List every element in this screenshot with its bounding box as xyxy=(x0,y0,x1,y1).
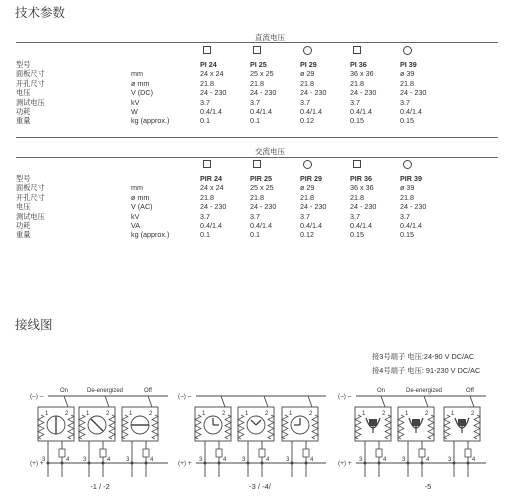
round-panel-icon xyxy=(303,160,312,169)
value-cell: 0.4/1.4 xyxy=(200,221,222,230)
state-label: Off xyxy=(466,388,474,394)
terminal-2-label: 2 xyxy=(309,411,313,417)
terminal-4-label: 4 xyxy=(150,457,154,463)
value-cell: 24 - 230 xyxy=(350,88,377,98)
terminal-1-label: 1 xyxy=(86,411,90,417)
pos-label-3: (+) + xyxy=(338,460,352,467)
model-name: PIR 29 xyxy=(300,174,322,183)
unit-cell: V (DC) xyxy=(131,88,153,98)
dc-top-rule xyxy=(16,42,498,43)
row-label: 功耗 xyxy=(16,107,31,116)
value-cell: ø 39 xyxy=(400,183,415,193)
value-cell: 0.4/1.4 xyxy=(300,221,322,230)
value-cell: 21.8 xyxy=(300,78,314,88)
terminal-3-label: 3 xyxy=(448,457,452,463)
unit-cell: mm xyxy=(131,183,143,193)
neg-label-2: (–) – xyxy=(178,393,192,400)
terminal-4-label: 4 xyxy=(472,457,476,463)
indicator-unit xyxy=(398,388,442,477)
row-label: 面板尺寸 xyxy=(16,183,45,193)
terminal-3-label: 3 xyxy=(286,457,290,463)
terminal-3-label: 3 xyxy=(42,457,46,463)
model-name: PIR 25 xyxy=(250,174,272,183)
value-cell: 3.7 xyxy=(300,211,310,221)
value-cell: 24 - 230 xyxy=(300,202,327,212)
terminal-4-label: 4 xyxy=(107,457,111,463)
terminal-1-label: 1 xyxy=(289,411,293,417)
model-name: PIR 39 xyxy=(400,174,422,183)
terminal-3-label: 3 xyxy=(83,457,87,463)
value-cell: 0.4/1.4 xyxy=(250,221,272,230)
terminal-1-label: 1 xyxy=(362,411,366,417)
group-label-1: -1 / -2 xyxy=(90,482,110,491)
unit-cell: V (AC) xyxy=(131,202,153,212)
value-cell: 21.8 xyxy=(250,192,264,202)
terminal-2-label: 2 xyxy=(106,411,110,417)
dc-bottom-rule xyxy=(16,137,498,138)
value-cell: 3.7 xyxy=(400,97,410,107)
ac-caption: 交流电压 xyxy=(255,147,285,156)
indicator-unit xyxy=(79,388,123,477)
value-cell: 36 x 36 xyxy=(350,69,374,79)
row-label: 开孔尺寸 xyxy=(16,78,45,88)
value-cell: 3.7 xyxy=(250,211,260,221)
value-cell: 24 - 230 xyxy=(400,88,427,98)
value-cell: 36 x 36 xyxy=(350,183,374,193)
note-terminal-4: 接4号端子 电压: 91-230 V DC/AC xyxy=(372,366,481,375)
terminal-1-label: 1 xyxy=(405,411,409,417)
pos-label-1: (+) + xyxy=(30,460,44,467)
heading-wiring: 接线图 xyxy=(15,318,53,332)
model-name: PIR 24 xyxy=(200,174,222,183)
value-cell: 0.4/1.4 xyxy=(200,107,222,116)
value-cell: 21.8 xyxy=(400,192,414,202)
terminal-3-label: 3 xyxy=(242,457,246,463)
value-cell: 0.4/1.4 xyxy=(250,107,272,116)
unit-cell: kg (approx.) xyxy=(131,116,170,126)
terminal-1-label: 1 xyxy=(202,411,206,417)
terminal-4-label: 4 xyxy=(266,457,270,463)
value-cell: 0.15 xyxy=(350,116,364,126)
terminal-3-label: 3 xyxy=(126,457,130,463)
value-cell: 0.1 xyxy=(250,230,260,240)
unit-cell: ø mm xyxy=(131,78,150,88)
row-label: 测试电压 xyxy=(16,211,45,221)
round-panel-icon xyxy=(403,160,412,169)
ac-top-rule xyxy=(16,157,498,158)
state-label: Off xyxy=(144,388,152,394)
row-label: 型号 xyxy=(16,60,31,69)
model-name: PI 36 xyxy=(350,60,367,69)
terminal-2-label: 2 xyxy=(382,411,386,417)
row-label: 重量 xyxy=(16,116,31,126)
unit-cell: VA xyxy=(131,221,141,230)
unit-cell: kV xyxy=(131,97,140,107)
terminal-3-label: 3 xyxy=(402,457,406,463)
row-label: 测试电压 xyxy=(16,97,45,107)
value-cell: 0.15 xyxy=(350,230,364,240)
row-label: 开孔尺寸 xyxy=(16,192,45,202)
value-cell: 21.8 xyxy=(400,78,414,88)
terminal-2-label: 2 xyxy=(222,411,226,417)
unit-cell: kg (approx.) xyxy=(131,230,170,240)
state-label: On xyxy=(59,388,69,394)
terminal-4-label: 4 xyxy=(66,457,70,463)
value-cell: 21.8 xyxy=(300,192,314,202)
terminal-3-label: 3 xyxy=(359,457,363,463)
value-cell: 0.4/1.4 xyxy=(400,221,422,230)
neg-label-1: (–) – xyxy=(30,393,44,400)
terminal-3-label: 3 xyxy=(199,457,203,463)
terminal-4-label: 4 xyxy=(383,457,387,463)
value-cell: 24 - 230 xyxy=(300,88,327,98)
square-panel-icon xyxy=(353,160,361,168)
value-cell: 3.7 xyxy=(400,211,410,221)
value-cell: 3.7 xyxy=(300,97,310,107)
value-cell: 3.7 xyxy=(200,97,210,107)
value-cell: 25 x 25 xyxy=(250,183,274,193)
value-cell: 0.4/1.4 xyxy=(400,107,422,116)
value-cell: 0.15 xyxy=(400,116,414,126)
value-cell: 24 - 230 xyxy=(350,202,377,212)
unit-cell: kV xyxy=(131,211,140,221)
value-cell: 21.8 xyxy=(200,78,214,88)
value-cell: ø 39 xyxy=(400,69,415,79)
terminal-1-label: 1 xyxy=(129,411,133,417)
square-panel-icon xyxy=(203,46,211,54)
dc-caption: 直流电压 xyxy=(255,33,285,42)
heading-tech-params: 技术参数 xyxy=(15,6,66,20)
terminal-1-label: 1 xyxy=(451,411,455,417)
square-panel-icon xyxy=(353,46,361,54)
value-cell: 0.15 xyxy=(400,230,414,240)
value-cell: 3.7 xyxy=(350,97,360,107)
square-panel-icon xyxy=(203,160,211,168)
value-cell: 0.1 xyxy=(250,116,260,126)
value-cell: ø 29 xyxy=(300,69,315,79)
square-panel-icon xyxy=(253,46,261,54)
value-cell: 0.12 xyxy=(300,230,314,240)
round-panel-icon xyxy=(403,46,412,55)
indicator-unit xyxy=(195,396,231,477)
terminal-1-label: 1 xyxy=(45,411,49,417)
value-cell: 24 - 230 xyxy=(250,88,277,98)
value-cell: 3.7 xyxy=(200,211,210,221)
terminal-4-label: 4 xyxy=(310,457,314,463)
value-cell: 0.12 xyxy=(300,116,314,126)
state-label: De-energized xyxy=(405,388,443,394)
value-cell: 25 x 25 xyxy=(250,69,274,79)
value-cell: 0.4/1.4 xyxy=(300,107,322,116)
square-panel-icon xyxy=(253,160,261,168)
terminal-2-label: 2 xyxy=(425,411,429,417)
row-label: 功耗 xyxy=(16,221,31,230)
round-panel-icon xyxy=(303,46,312,55)
unit-cell: W xyxy=(131,107,138,116)
unit-cell: mm xyxy=(131,69,143,79)
state-label: De-energized xyxy=(86,388,124,394)
terminal-2-label: 2 xyxy=(149,411,153,417)
group-label-3: -5 xyxy=(424,482,432,491)
row-label: 面板尺寸 xyxy=(16,69,45,79)
row-label: 电压 xyxy=(16,88,31,98)
value-cell: 0.4/1.4 xyxy=(350,107,372,116)
terminal-4-label: 4 xyxy=(426,457,430,463)
model-name: PI 29 xyxy=(300,60,317,69)
indicator-unit xyxy=(355,388,391,477)
terminal-2-label: 2 xyxy=(471,411,475,417)
terminal-2-label: 2 xyxy=(65,411,69,417)
terminal-1-label: 1 xyxy=(245,411,249,417)
row-label: 重量 xyxy=(16,230,31,240)
note-terminal-3: 接3号端子 电压:24-90 V DC/AC xyxy=(372,352,475,361)
value-cell: 24 - 230 xyxy=(200,202,227,212)
neg-label-3: (–) – xyxy=(338,393,352,400)
unit-cell: ø mm xyxy=(131,192,150,202)
group-label-2: -3 / -4/ xyxy=(249,482,271,491)
model-name: PI 24 xyxy=(200,60,217,69)
value-cell: 24 x 24 xyxy=(200,69,224,79)
row-label: 电压 xyxy=(16,202,31,212)
model-name: PI 39 xyxy=(400,60,417,69)
value-cell: 21.8 xyxy=(200,192,214,202)
value-cell: 24 - 230 xyxy=(400,202,427,212)
value-cell: 24 x 24 xyxy=(200,183,224,193)
value-cell: 21.8 xyxy=(250,78,264,88)
value-cell: 24 - 230 xyxy=(200,88,227,98)
indicator-unit xyxy=(238,396,274,477)
value-cell: 24 - 230 xyxy=(250,202,277,212)
model-name: PI 25 xyxy=(250,60,267,69)
pos-label-2: (+) + xyxy=(178,460,192,467)
state-label: On xyxy=(376,388,386,394)
indicator-unit xyxy=(122,388,158,477)
row-label: 型号 xyxy=(16,174,31,183)
value-cell: ø 29 xyxy=(300,183,315,193)
value-cell: 0.1 xyxy=(200,230,210,240)
terminal-2-label: 2 xyxy=(265,411,269,417)
value-cell: 3.7 xyxy=(350,211,360,221)
value-cell: 21.8 xyxy=(350,78,364,88)
value-cell: 0.4/1.4 xyxy=(350,221,372,230)
wiring-diagram xyxy=(0,385,505,496)
indicator-unit xyxy=(444,388,480,477)
value-cell: 0.1 xyxy=(200,116,210,126)
value-cell: 21.8 xyxy=(350,192,364,202)
terminal-4-label: 4 xyxy=(223,457,227,463)
indicator-unit xyxy=(282,396,318,477)
value-cell: 3.7 xyxy=(250,97,260,107)
model-name: PIR 36 xyxy=(350,174,372,183)
